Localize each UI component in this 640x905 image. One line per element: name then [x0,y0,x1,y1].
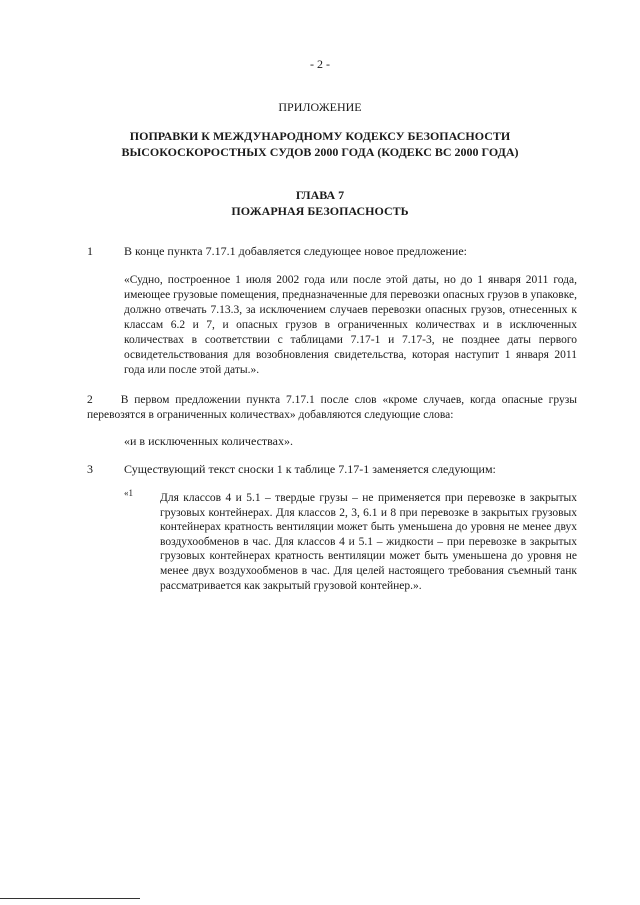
annex-label: ПРИЛОЖЕНИЕ [278,100,362,114]
chapter-heading [0,187,640,219]
item-3-lead: Существующий текст сноски 1 к таблице 7.17-1 заменяется следующим: [124,462,496,476]
item-2-number: 2 [87,394,93,406]
title-line-1: ПОПРАВКИ К МЕЖДУНАРОДНОМУ КОДЕКСУ БЕЗОПАСНОСТИ [129,129,511,143]
bottom-divider [0,898,140,899]
chapter-name: ПОЖАРНАЯ БЕЗОПАСНОСТЬ [231,204,409,218]
item-2-insert: «и в исключенных количествах». [124,434,293,448]
footnote-marker: «1 [124,488,133,498]
item-1-quote: «Судно, построенное 1 июля 2002 года или после этой даты, но до 1 января 2011 года, имеющее грузовые помещения, предназначенные для перевозки опасных грузов в упаковке, должно отвечать 7.13.3, за исключением случаев перевозки опасных грузов, отнесенных к классам 6.2 и 7, и опасных грузов в ограниченных количествах и в исключенных количествах в соответствии с таблицами 7.17-1 и 7.17-3, не позднее даты первого освидетельствования для возобновления свидетельства, которая наступит 1 января 2011 года или после этой даты.». [124,274,577,376]
footnote-text: Для классов 4 и 5.1 – твердые грузы – не применяется при перевозке в закрытых грузовых контейнерах. Для классов 2, 3, 6.1 и 8 при перевозке в закрытых грузовых контейнерах кратность вентиляции может быть уменьшена до уровня не менее двух воздухообменов в час. Для классов 4 и 5.1 – жидкости – при перевозке в закрытых грузовых контейнерах кратность вентиляции может быть уменьшена до уровня не менее двух воздухообменов в час. Для целей настоящего требования съемный танк рассматривается как закрытый грузовой контейнер.». [160,492,577,592]
document-title [0,128,640,160]
chapter-number: ГЛАВА 7 [295,188,345,202]
item-1-lead: В конце пункта 7.17.1 добавляется следующее новое предложение: [124,244,468,258]
title-line-2: ВЫСОКОСКОРОСТНЫХ СУДОВ 2000 ГОДА (КОДЕКС ВС 2000 ГОДА) [121,145,519,159]
item-3-number: 3 [87,462,93,476]
item-1-number: 1 [87,244,93,258]
item-2-paragraph [87,393,577,423]
page-number: - 2 - [310,57,330,71]
item-2-text: В первом предложении пункта 7.17.1 после слов «кроме случаев, когда опасные грузы перевозятся в ограниченных количествах» добавляются следующие слова: [87,394,577,421]
